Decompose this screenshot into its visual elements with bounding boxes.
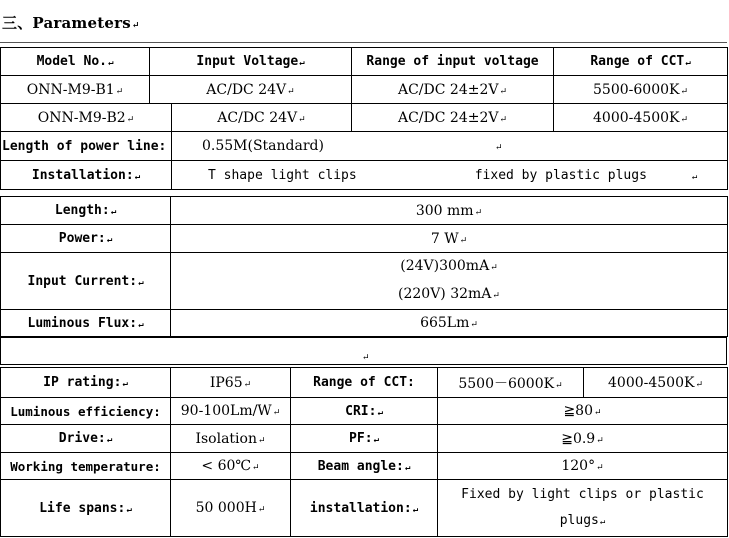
header-range-input: Range of input voltage (352, 48, 554, 76)
table-header-row (1, 48, 728, 76)
table-row (1, 104, 728, 132)
table-row (1, 425, 728, 453)
pf-label: PF:↵ (291, 425, 438, 453)
paragraph-mark: ↵ (131, 21, 140, 31)
model-table (0, 47, 728, 190)
header-range-cct: Range of CCT↵ (554, 48, 728, 76)
luminous-flux-label: Luminous Flux:↵ (1, 310, 171, 337)
beam-angle-label: Beam angle:↵ (291, 453, 438, 480)
drive-label: Drive:↵ (1, 425, 171, 453)
cri-label: CRI:↵ (291, 398, 438, 425)
install-value: Fixed by light clips or plastic plugs↵ (438, 480, 728, 537)
efficiency-value: 90-100Lm/W↵ (171, 398, 291, 425)
installation-label: Installation:↵ (1, 161, 172, 190)
model-cell: ONN-M9-B2↵ (1, 104, 172, 132)
cct-value-1: 5500－6000K↵ (438, 368, 584, 398)
length-value: 300 mm↵ (171, 197, 728, 225)
cri-value: ≧80↵ (438, 398, 728, 425)
life-span-label: Life spans:↵ (1, 480, 171, 537)
luminous-flux-value: 665Lm↵ (171, 310, 728, 337)
table-row (1, 480, 728, 537)
table-row (1, 398, 728, 425)
table-row (1, 253, 728, 310)
table-row (1, 368, 728, 398)
efficiency-label: Luminous efficiency: (1, 398, 171, 425)
ip-value: IP65↵ (171, 368, 291, 398)
blank-table (0, 337, 727, 365)
temperature-value: < 60℃↵ (171, 453, 291, 480)
cct-cell: 4000-4500K↵ (554, 104, 728, 132)
voltage-cell: AC/DC 24V↵ (150, 76, 352, 104)
heading-text: 三、Parameters (2, 14, 131, 32)
temperature-label: Working temperature: (1, 453, 171, 480)
life-span-value: 50 000H↵ (171, 480, 291, 537)
power-label: Power:↵ (1, 225, 171, 253)
length-label: Length:↵ (1, 197, 171, 225)
header-input-voltage: Input Voltage↵ (150, 48, 352, 76)
cct-cell: 5500-6000K↵ (554, 76, 728, 104)
voltage-cell: AC/DC 24V↵ (172, 104, 352, 132)
table-row (1, 132, 728, 161)
table-row (1, 197, 728, 225)
electrical-table (0, 196, 728, 337)
cct-label: Range of CCT: (291, 368, 438, 398)
blank-row (1, 338, 727, 365)
input-current-label: Input Current:↵ (1, 253, 171, 310)
install-label: installation:↵ (291, 480, 438, 537)
table-row (1, 453, 728, 480)
table-row (1, 161, 728, 190)
spec-table (0, 367, 728, 537)
power-value: 7 W↵ (171, 225, 728, 253)
installation-value: T shape light clips fixed by plastic plugs ↵ (172, 161, 728, 190)
cct-value-2: 4000-4500K↵ (584, 368, 728, 398)
range-cell: AC/DC 24±2V↵ (352, 76, 554, 104)
table-row (1, 225, 728, 253)
pf-value: ≧0.9↵ (438, 425, 728, 453)
section-heading (2, 12, 140, 33)
header-model: Model No.↵ (1, 48, 150, 76)
table-row (1, 76, 728, 104)
drive-value: Isolation↵ (171, 425, 291, 453)
heading-rule (0, 42, 727, 43)
input-current-value: (24V)300mA↵ (220V) 32mA↵ (171, 253, 728, 310)
range-cell: AC/DC 24±2V↵ (352, 104, 554, 132)
power-line-label: Length of power line: (1, 132, 172, 161)
blank-cell: ↵ (1, 338, 727, 365)
beam-angle-value: 120°↵ (438, 453, 728, 480)
table-row (1, 310, 728, 337)
power-line-value: 0.55M(Standard) ↵ (172, 132, 728, 161)
ip-label: IP rating:↵ (1, 368, 171, 398)
model-cell: ONN-M9-B1↵ (1, 76, 150, 104)
